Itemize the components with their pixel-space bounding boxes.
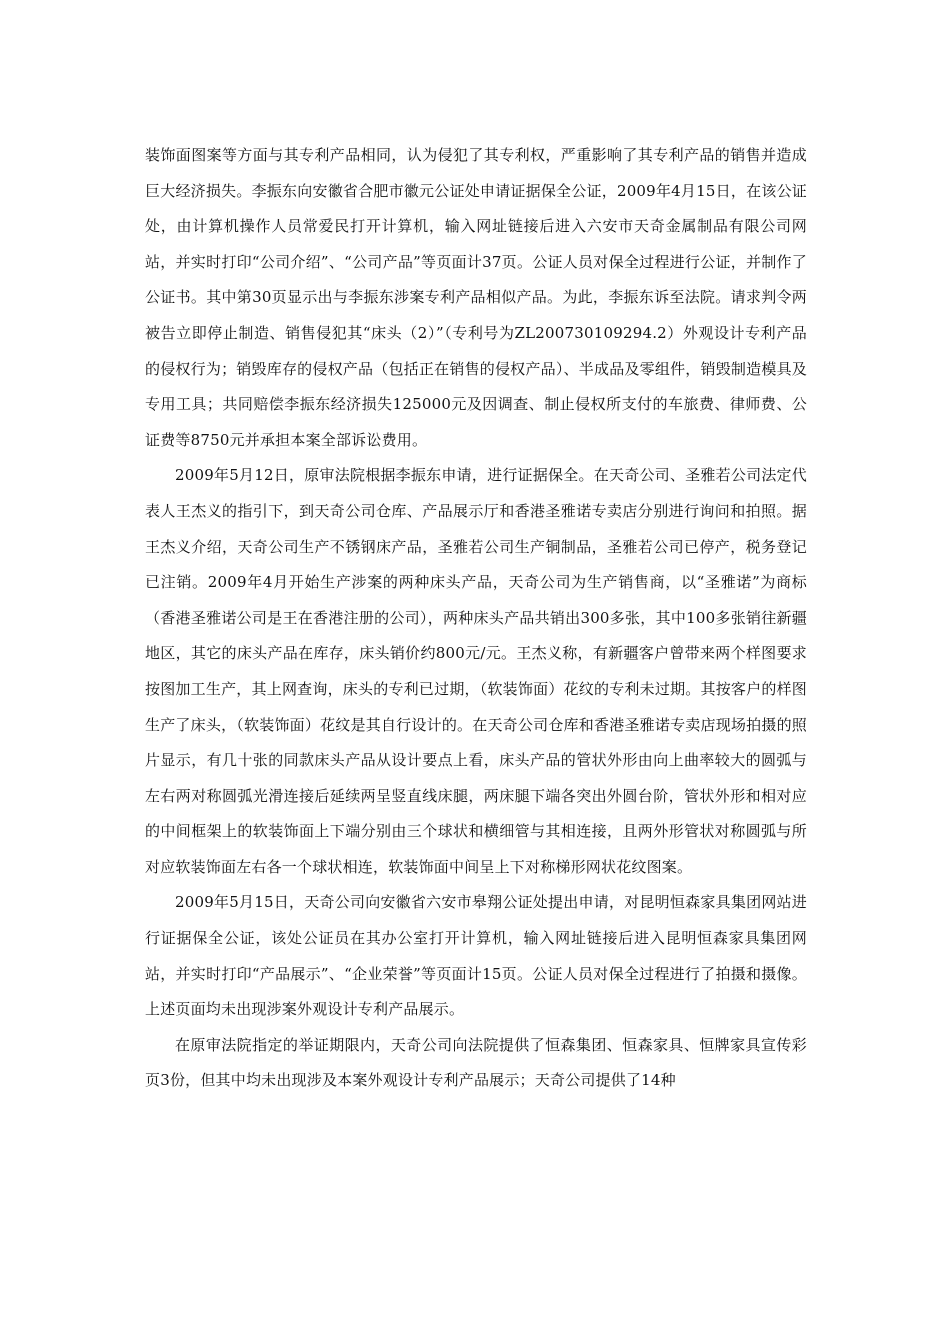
paragraph-3: 2009年5月15日，天奇公司向安徽省六安市皋翔公证处提出申请，对昆明恒森家具集团网站进行证据保全公证，该处公证员在其办公室打开计算机，输入网址链接后进入昆明恒森家具集团网站，并实时打印“产品展示”、“企业荣誉”等页面计15页。公证人员对保全过程进行了拍摄和摄像。上述页面均未出现涉案外观设计专利产品展示。	[145, 893, 807, 1019]
paragraph-1: 装饰面图案等方面与其专利产品相同，认为侵犯了其专利权，严重影响了其专利产品的销售并造成巨大经济损失。李振东向安徽省合肥市徽元公证处申请证据保全公证，2009年4月15日，在该公证处，由计算机操作人员常爱民打开计算机，输入网址链接后进入六安市天奇金属制品有限公司网站，并实时打印“公司介绍”、“公司产品”等页面计37页。公证人员对保全过程进行公证，并制作了公证书。其中第30页显示出与李振东涉案专利产品相似产品。为此，李振东诉至法院。请求判令两被告立即停止制造、销售侵犯其“床头（2）”（专利号为ZL200730109294.2）外观设计专利产品的侵权行为；销毁库存的侵权产品（包括正在销售的侵权产品）、半成品及零组件，销毁制造模具及专用工具；共同赔偿李振东经济损失125000元及因调查、制止侵权所支付的车旅费、律师费、公证费等8750元并承担本案全部诉讼费用。	[145, 146, 807, 449]
paragraph-2: 2009年5月12日，原审法院根据李振东申请，进行证据保全。在天奇公司、圣雅若公司法定代表人王杰义的指引下，到天奇公司仓库、产品展示厅和香港圣雅诺专卖店分别进行询问和拍照。据王杰义介绍，天奇公司生产不锈钢床产品，圣雅若公司生产铜制品，圣雅若公司已停产，税务登记已注销。2009年4月开始生产涉案的两种床头产品，天奇公司为生产销售商，以“圣雅诺”为商标（香港圣雅诺公司是王在香港注册的公司），两种床头产品共销出300多张，其中100多张销往新疆地区，其它的床头产品在库存，床头销价约800元/元。王杰义称，有新疆客户曾带来两个样图要求按图加工生产，其上网查询，床头的专利已过期，（软装饰面）花纹的专利未过期。其按客户的样图生产了床头，（软装饰面）花纹是其自行设计的。在天奇公司仓库和香港圣雅诺专卖店现场拍摄的照片显示，有几十张的同款床头产品从设计要点上看，床头产品的管状外形由向上曲率较大的圆弧与左右两对称圆弧光滑连接后延续两呈竖直线床腿，两床腿下端各突出外圆台阶，管状外形和相对应的中间框架上的软装饰面上下端分别由三个球状和横细管与其相连接，且两外形管状对称圆弧与所对应软装饰面左右各一个球状相连，软装饰面中间呈上下对称梯形网状花纹图案。	[145, 466, 807, 876]
paragraph-4: 在原审法院指定的举证期限内，天奇公司向法院提供了恒森集团、恒森家具、恒牌家具宣传彩页3份，但其中均未出现涉及本案外观设计专利产品展示；天奇公司提供了14种	[145, 1035, 807, 1090]
document-body	[145, 138, 807, 1099]
